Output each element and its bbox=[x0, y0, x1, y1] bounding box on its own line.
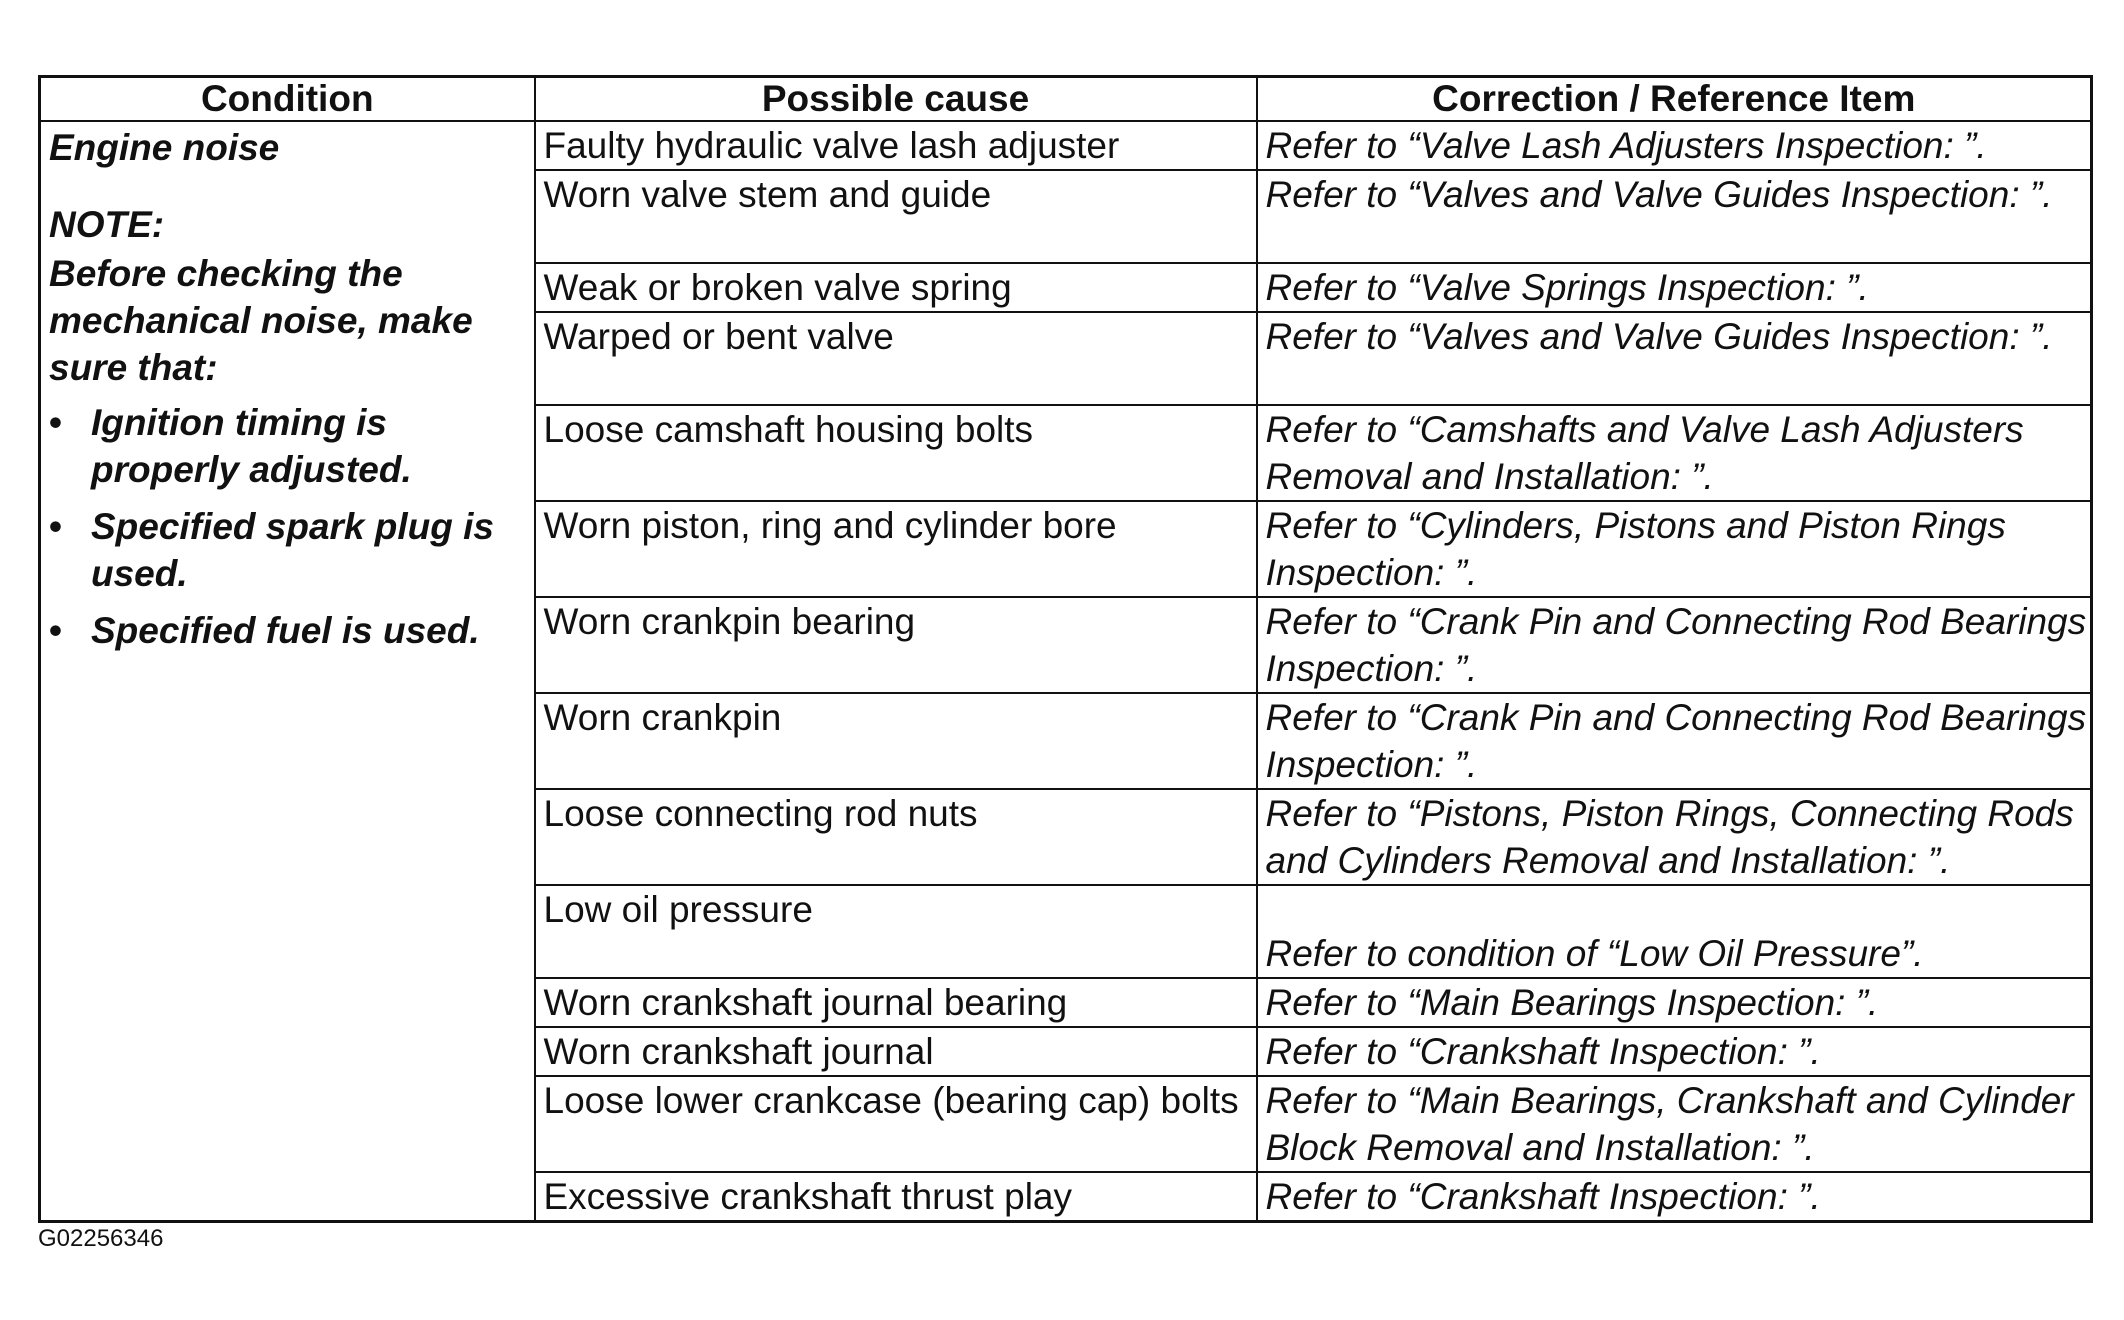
correction-cell: Refer to “Camshafts and Valve Lash Adjusters Removal and Installation: ”. bbox=[1257, 405, 2092, 501]
correction-cell: Refer to “Valve Springs Inspection: ”. bbox=[1257, 263, 2092, 312]
correction-cell: Refer to “Pistons, Piston Rings, Connecting Rods and Cylinders Removal and Installation: ”. bbox=[1257, 789, 2092, 885]
cause-cell: Worn crankshaft journal bearing bbox=[535, 978, 1257, 1027]
note-label: NOTE: bbox=[49, 204, 165, 245]
figure-id: G02256346 bbox=[38, 1225, 164, 1252]
correction-cell: Refer to “Valve Lash Adjusters Inspection: ”. bbox=[1257, 121, 2092, 170]
cause-cell: Worn crankpin bearing bbox=[535, 597, 1257, 693]
list-item: • Specified spark plug is used. bbox=[49, 503, 534, 597]
cause-cell: Worn valve stem and guide bbox=[535, 170, 1257, 263]
cause-cell: Loose camshaft housing bolts bbox=[535, 405, 1257, 501]
cause-cell: Excessive crankshaft thrust play bbox=[535, 1172, 1257, 1222]
cause-cell: Warped or bent valve bbox=[535, 312, 1257, 405]
correction-cell bbox=[1257, 885, 2092, 978]
bullet-icon: • bbox=[49, 610, 62, 651]
list-item: • Ignition timing is properly adjusted. bbox=[49, 399, 534, 493]
troubleshooting-table bbox=[38, 75, 2093, 1223]
bullet-icon: • bbox=[49, 506, 62, 547]
correction-cell: Refer to “Valves and Valve Guides Inspection: ”. bbox=[1257, 170, 2092, 263]
cause-cell: Worn crankshaft journal bbox=[535, 1027, 1257, 1076]
note-text: Before checking the mechanical noise, make sure that: bbox=[49, 253, 473, 388]
table-row bbox=[40, 121, 2092, 170]
cause-cell: Worn crankpin bbox=[535, 693, 1257, 789]
cause-cell: Faulty hydraulic valve lash adjuster bbox=[535, 121, 1257, 170]
correction-cell: Refer to “Crank Pin and Connecting Rod Bearings Inspection: ”. bbox=[1257, 597, 2092, 693]
correction-cell: Refer to “Crank Pin and Connecting Rod Bearings Inspection: ”. bbox=[1257, 693, 2092, 789]
cause-cell: Weak or broken valve spring bbox=[535, 263, 1257, 312]
correction-cell: Refer to “Cylinders, Pistons and Piston Rings Inspection: ”. bbox=[1257, 501, 2092, 597]
condition-cell bbox=[40, 121, 535, 1222]
header-row bbox=[40, 77, 2092, 122]
precheck-list bbox=[49, 399, 534, 654]
list-item: • Specified fuel is used. bbox=[49, 607, 534, 654]
correction-cell: Refer to “Crankshaft Inspection: ”. bbox=[1257, 1027, 2092, 1076]
condition-title: Engine noise bbox=[49, 127, 280, 168]
correction-text: Refer to condition of “Low Oil Pressure”. bbox=[1265, 933, 1924, 974]
correction-cell: Refer to “Crankshaft Inspection: ”. bbox=[1257, 1172, 2092, 1222]
cause-cell: Loose lower crankcase (bearing cap) bolts bbox=[535, 1076, 1257, 1172]
header-correction: Correction / Reference Item bbox=[1257, 77, 2092, 122]
bullet-icon: • bbox=[49, 402, 62, 443]
header-possible-cause: Possible cause bbox=[535, 77, 1257, 122]
correction-cell: Refer to “Main Bearings Inspection: ”. bbox=[1257, 978, 2092, 1027]
cause-cell: Low oil pressure bbox=[535, 885, 1257, 978]
correction-cell: Refer to “Valves and Valve Guides Inspection: ”. bbox=[1257, 312, 2092, 405]
header-condition: Condition bbox=[40, 77, 535, 122]
cause-cell: Worn piston, ring and cylinder bore bbox=[535, 501, 1257, 597]
cause-cell: Loose connecting rod nuts bbox=[535, 789, 1257, 885]
correction-cell: Refer to “Main Bearings, Crankshaft and Cylinder Block Removal and Installation: ”. bbox=[1257, 1076, 2092, 1172]
